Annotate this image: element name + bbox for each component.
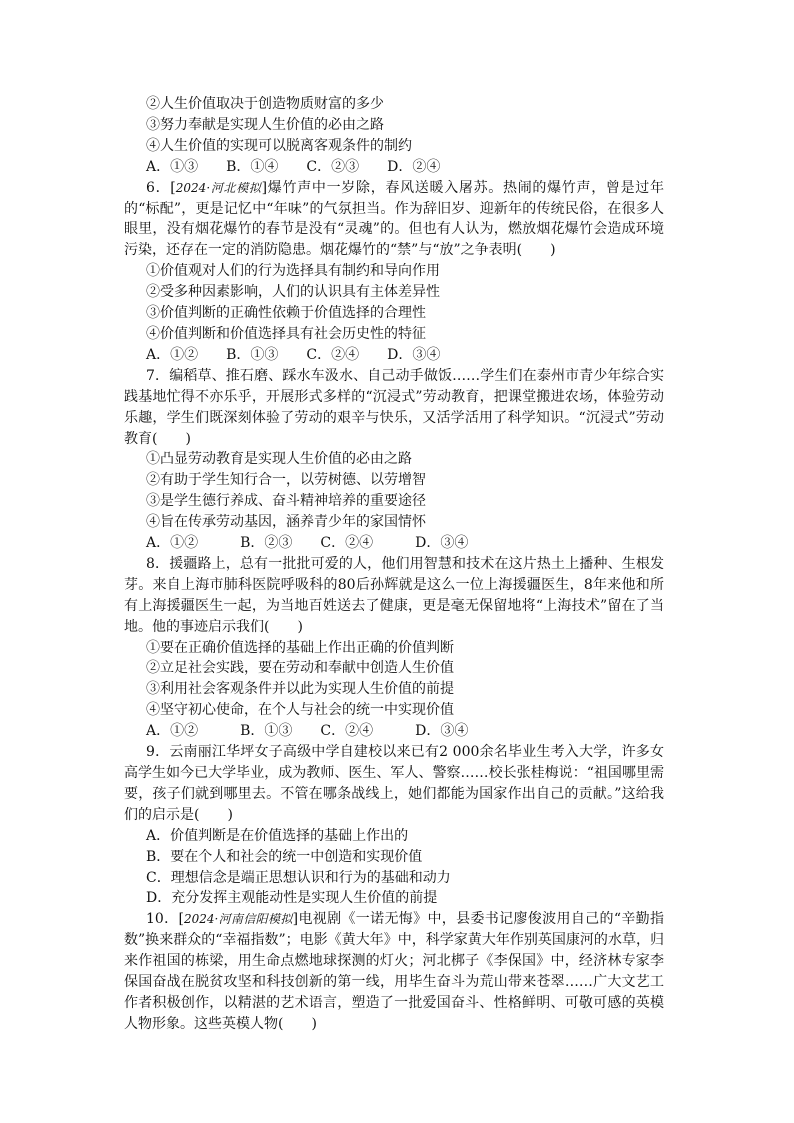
question-number: 6．[ <box>146 179 176 196</box>
question-9 <box>124 742 664 826</box>
option-line: ③努力奉献是实现人生价值的必由之路 <box>146 116 384 133</box>
option-line: ②受多种因素影响，人们的认识具有主体差异性 <box>146 284 440 301</box>
question-stem: 援疆路上，总有一批批可爱的人，他们用智慧和技术在这片热土上播种、生根发芽。来自上海市肺科医院呼吸科的80后孙辉就是这么一位上海援疆医生，8年来他和所有上海援疆医生一起，为当地百姓送去了健康，更是毫无保留地将“上海技术”留在了当地。他的事迹启示我们( ) <box>124 555 664 635</box>
option-line: D．充分发挥主观能动性是实现人生价值的前提 <box>146 890 438 907</box>
answer-choices: A．①② B．②③ C．②④ D．③④ <box>146 535 469 552</box>
option-line: ①价值观对人们的行为选择具有制约和导向作用 <box>146 263 440 280</box>
question-stem: 云南丽江华坪女子高级中学自建校以来已有2 000余名毕业生考入大学，许多女高学生如今已大学毕业，成为教师、医生、军人、警察……校长张桂梅说：“祖国哪里需要，孩子们就到哪里去。不管在哪条战线上，她们都能为国家作出自己的贡献。”这给我们的启示是( ) <box>124 744 664 823</box>
question-number: 9． <box>146 744 170 761</box>
document-page <box>124 94 664 1035</box>
option-line: A．价值判断是在价值选择的基础上作出的 <box>146 827 409 844</box>
question-number: 7． <box>146 367 170 384</box>
option-line: ④旨在传承劳动基因，涵养青少年的家国情怀 <box>146 514 426 531</box>
option-line: ③价值判断的正确性依赖于价值选择的合理性 <box>146 305 426 322</box>
option-line: ④价值判断和价值选择具有社会历史性的特征 <box>146 325 426 342</box>
question-source: 2024·河南信阳模拟 <box>183 912 293 927</box>
option-line: ①凸显劳动教育是实现人生价值的必由之路 <box>146 451 412 468</box>
option-line: ②立足社会实践，要在劳动和奉献中创造人生价值 <box>146 660 454 677</box>
question-stem: ]爆竹声中一岁除，春风送暖入屠苏。热闹的爆竹声，曾是过年的“标配”，更是记忆中“年味”的气氛担当。作为辞旧岁、迎新年的传统民俗，在很多人眼里，没有烟花爆竹的春节是没有“灵魂”的。但也有人认为，燃放烟花爆竹会造成环境污染，还存在一定的消防隐患。烟花爆竹的“禁”与“放”之争表明( ) <box>124 179 664 259</box>
option-line: ③利用社会客观条件并以此为实现人生价值的前提 <box>146 681 454 698</box>
option-line: ②有助于学生知行合一，以劳树德、以劳增智 <box>146 472 426 489</box>
question-stem: ]电视剧《一诺无悔》中，县委书记廖俊波用自己的“辛勤指数”换来群众的“幸福指数”；电影《黄大年》中，科学家黄大年作别英国康河的水草，归来作祖国的栋梁，用生命点燃地球探测的灯火；河北梆子《李保国》中，经济林专家李保国奋战在脱贫攻坚和科技创新的第一线，用毕生奋斗为荒山带来苍翠……广大文艺工作者积极创作，以精湛的艺术语言，塑造了一批爱国奋斗、性格鲜明、可敬可感的英模人物形象。这些英模人物( ) <box>124 911 664 1032</box>
question-stem: 编稻草、推石磨、踩水车汲水、自己动手做饭……学生们在泰州市青少年综合实践基地忙得不亦乐乎，开展形式多样的“沉浸式”劳动教育，把课堂搬进农场，体验劳动乐趣，学生们既深刻体验了劳动的艰辛与快乐，又活学活用了科学知识。“沉浸式”劳动教育( ) <box>124 367 664 447</box>
option-line: ④人生价值的实现可以脱离客观条件的制约 <box>146 137 412 154</box>
question-number: 8． <box>146 555 170 572</box>
option-line: ④坚守初心使命，在个人与社会的统一中实现价值 <box>146 702 454 719</box>
question-source: 2024·河北模拟 <box>175 180 262 195</box>
question-7 <box>124 366 664 450</box>
question-10 <box>124 909 664 1034</box>
option-line: C．理想信念是端正思想认识和行为的基础和动力 <box>146 869 451 886</box>
answer-choices: A．①② B．①③ C．②④ D．③④ <box>146 723 469 740</box>
question-8 <box>124 554 664 638</box>
question-number: 10．[ <box>146 911 184 928</box>
option-line: B．要在个人和社会的统一中创造和实现价值 <box>146 848 423 865</box>
option-line: ①要在正确价值选择的基础上作出正确的价值判断 <box>146 639 454 656</box>
answer-choices: A．①② B．①③ C．②④ D．③④ <box>146 346 441 363</box>
question-6 <box>124 178 664 262</box>
option-line: ③是学生德行养成、奋斗精神培养的重要途径 <box>146 493 426 510</box>
option-line: ②人生价值取决于创造物质财富的多少 <box>146 96 384 112</box>
answer-choices: A．①③ B．①④ C．②③ D．②④ <box>146 158 441 175</box>
